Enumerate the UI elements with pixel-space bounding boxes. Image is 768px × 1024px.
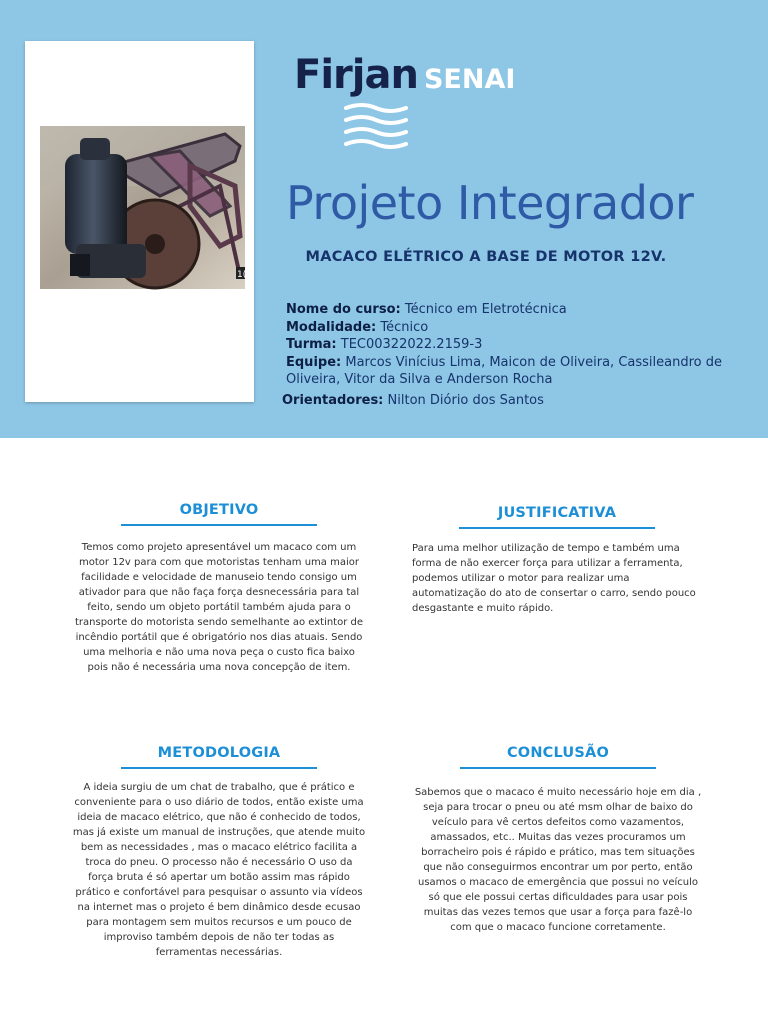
- info-turma-label: Turma:: [286, 337, 337, 352]
- project-info: [282, 301, 726, 409]
- section-divider: [121, 524, 317, 526]
- photo-badge: 1(: [237, 270, 247, 280]
- brand-logo: [294, 52, 515, 98]
- section-conclusao-title: CONCLUSÃO: [506, 745, 610, 761]
- info-equipe-value: Marcos Vinícius Lima, Maicon de Oliveira, Cassileandro de Oliveira, Vitor da Silva e Anderson Rocha: [286, 354, 722, 387]
- section-divider: [459, 527, 655, 529]
- info-equipe-label: Equipe:: [286, 354, 342, 370]
- section-objetivo: [74, 502, 364, 675]
- section-justificativa: [412, 505, 702, 616]
- section-divider: [460, 767, 656, 769]
- info-curso-label: Nome do curso:: [286, 302, 401, 317]
- logo-firjan: Firjan: [294, 52, 418, 98]
- info-orientadores-label: Orientadores:: [282, 392, 384, 408]
- info-modalidade-value: Técnico: [380, 319, 429, 335]
- section-divider: [121, 767, 317, 769]
- info-turma: [286, 336, 726, 354]
- section-conclusao: [412, 745, 704, 935]
- project-subtitle: MACACO ELÉTRICO A BASE DE MOTOR 12V.: [305, 249, 667, 265]
- info-curso: [286, 301, 726, 319]
- project-photo: [40, 126, 245, 289]
- logo-waves-icon: [342, 100, 412, 150]
- info-modalidade: [286, 319, 726, 337]
- info-equipe: [286, 354, 726, 389]
- info-curso-value: Técnico em Eletrotécnica: [404, 302, 567, 317]
- info-orientadores: [282, 392, 726, 410]
- section-objetivo-body: Temos como projeto apresentável um macaco com um motor 12v para com que motoristas tenham uma maior facilidade e velocidade de manuseio tendo consigo um ativador para que não faça força desnecessária para tal feito, sendo um objeto portátil também ajuda para o transporte do motorista sendo semelhante ao extintor de incêndio portátil que é obrigatório nos dias atuais. Sendo uma melhoria e não uma nova peça o custo fica baixo pois não é necessária uma nova concepção de item.: [74, 542, 364, 673]
- section-justificativa-title: JUSTIFICATIVA: [497, 505, 617, 521]
- section-metodologia: [72, 745, 366, 960]
- logo-senai: SENAI: [423, 64, 516, 95]
- header-banner: [0, 0, 768, 438]
- section-metodologia-title: METODOLOGIA: [157, 745, 281, 761]
- info-orientadores-value: Nilton Diório dos Santos: [387, 392, 544, 408]
- section-justificativa-body: Para uma melhor utilização de tempo e também uma forma de não exercer força para utilizar a ferramenta, podemos utilizar o motor para realizar uma automatização do ato de consertar o carro, sendo pouco desgastante e muito rápido.: [412, 543, 696, 614]
- section-conclusao-body: Sabemos que o macaco é muito necessário hoje em dia , seja para trocar o pneu ou até msm olhar de baixo do veículo para vê certos defeitos como vazamentos, amassados, etc.. Muitas das vezes procuramos um borracheiro pois é rápido e prático, mas tem situações que não conseguirmos encontrar um por perto, então usamos o macaco de emergência que possui no veículo só que ele possui certas dificuldades para usar pois muitas das vezes temos que usar a força para fazê-lo com que o macaco funcione corretamente.: [414, 787, 702, 933]
- page-title: Projeto Integrador: [286, 176, 694, 230]
- info-turma-value: TEC00322022.2159-3: [340, 337, 483, 352]
- info-modalidade-label: Modalidade:: [286, 319, 377, 335]
- section-metodologia-body: A ideia surgiu de um chat de trabalho, que é prático e conveniente para o uso diário de todos, então existe uma ideia de macaco elétrico, que não é conhecido de todos, mas já existe um manual de instruções, que atende muito bem as necessidades , mas o macaco elétrico facilita a troca do pneu. O processo não é necessário O uso da força bruta é só apertar um botão assim mas rápido prático e confortável para pesquisar o assunto via vídeos na internet mas o projeto é bem dinâmico desde ecusao para montagem sem muitos recursos e um pouco de improviso também depois de não ter todas as ferramentas necessárias.: [72, 782, 366, 958]
- section-objetivo-title: OBJETIVO: [179, 502, 259, 518]
